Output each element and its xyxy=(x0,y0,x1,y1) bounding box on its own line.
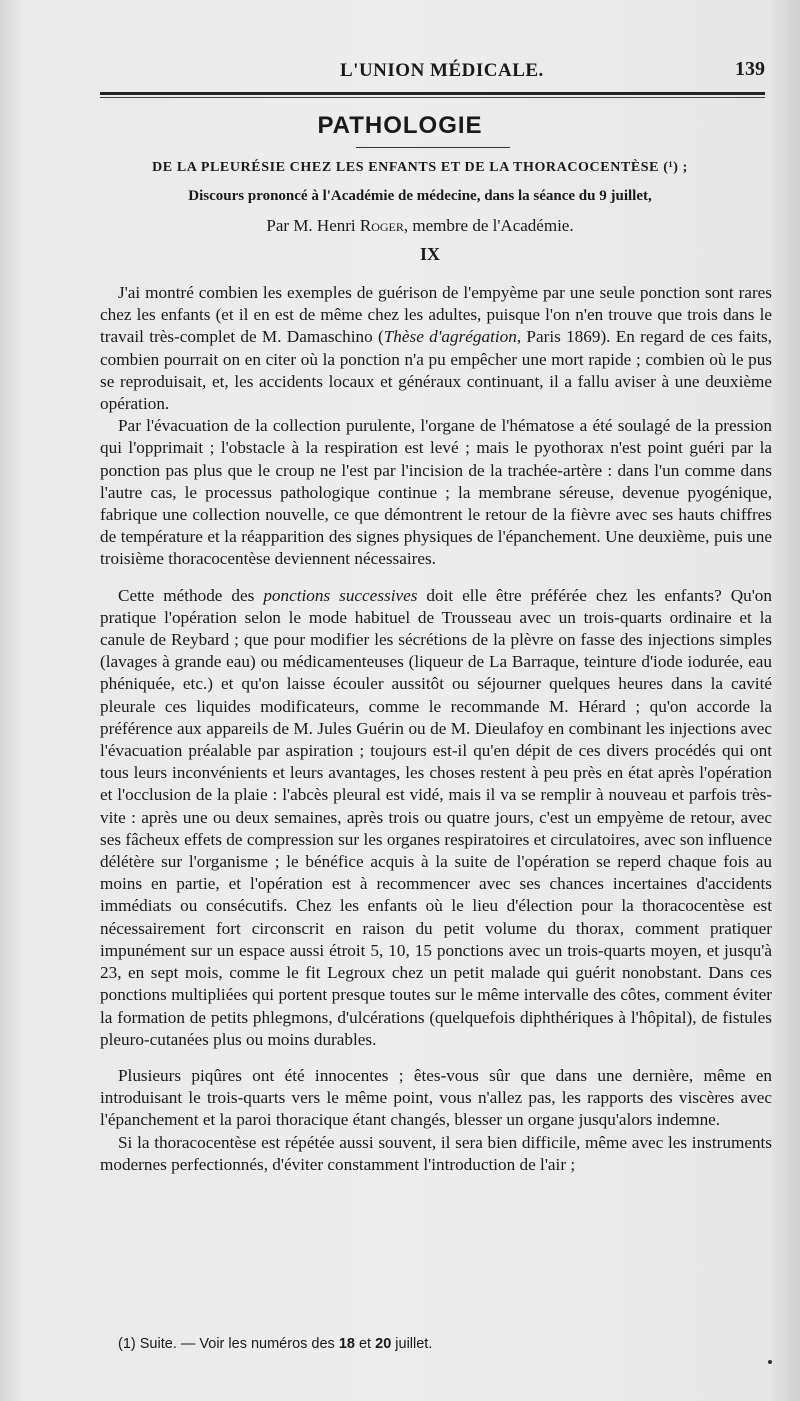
italic-term: ponctions successives xyxy=(263,585,418,605)
article-byline xyxy=(110,216,730,236)
page-number: 139 xyxy=(735,58,765,80)
paragraph-text: J'ai montré combien les exemples de guérison de l'empyème par une seule ponction sont rares chez les enfants (et il en est de même chez les adultes, puisque l'on n'en trouve que trois dans le travail très-complet de M. Damaschino ( xyxy=(100,283,772,347)
paragraph xyxy=(100,585,772,1051)
footnote xyxy=(118,1336,758,1352)
header-rule-thin xyxy=(100,97,765,98)
paragraph xyxy=(100,415,772,570)
paragraph-text: Plusieurs piqûres ont été innocentes ; êtes-vous sûr que dans une dernière, même en introduisant le trois-quarts vers le même point, vous n'allez pas, les rapports des viscères avec l'épanchement et la paroi thoracique étant changés, blesser un organe jusqu'alors indemne. xyxy=(100,1065,772,1130)
article-subtitle: Discours prononcé à l'Académie de médecine, dans la séance du 9 juillet, xyxy=(188,188,652,204)
ink-speck xyxy=(768,1360,772,1364)
header-rule xyxy=(100,92,765,95)
article-body xyxy=(100,282,772,1176)
footnote-text: et xyxy=(354,1336,376,1352)
paragraph-text: Si la thoracocentèse est répétée aussi souvent, il sera bien difficile, même avec les instruments modernes perfectionnés, d'éviter constamment l'introduction de l'air ; xyxy=(100,1132,772,1174)
section-heading: PATHOLOGIE xyxy=(317,112,483,139)
footnote-text: juillet. xyxy=(391,1336,433,1352)
byline-suffix: , membre de l'Académie. xyxy=(403,216,574,235)
running-header xyxy=(100,58,765,86)
footnote-number: 20 xyxy=(375,1336,392,1352)
paragraph xyxy=(100,282,772,415)
author-name: Roger xyxy=(359,216,404,235)
italic-citation: Thèse d'agrégation xyxy=(383,327,517,347)
paragraph xyxy=(100,1065,772,1132)
byline-prefix: Par M. Henri xyxy=(266,216,360,235)
footnote-mark: (1) xyxy=(118,1336,136,1352)
paragraph xyxy=(100,1132,772,1176)
paragraph-text: doit elle être préférée chez les enfants? Qu'on pratique l'opération selon le mode habituel de Trousseau avec un trois-quarts ordinaire et la canule de Reybard ; que pour modifier les sécrétions de la plèvre on fasse des injections simples (lavages à grande eau) ou médicamenteuses (liqueur de La Barraque, teinture d'iode iodurée, eau phéniquée, etc.) et qu'on laisse écouler aussitôt ou séjourner quelques heures dans la cavité pleurale ces liquides modificateurs, comme le recommande M. Hérard ; qu'on accorde la préférence aux appareils de M. Jules Guérin ou de M. Dieulafoy en combinant les injections avec l'évacuation préalable par aspiration ; toujours est-il qu'en dépit de ces divers procédés qui ont tous leurs inconvénients et leurs avantages, les choses restent à peu près en état après l'opération et l'occlusion de la plaie : l'abcès pleural est vidé, mais il va se remplir à nouveau et parfois très-vite : après une ou deux semaines, après trois ou quatre jours, c'est un empyème de retour, avec ses fâcheux effets de compression sur les organes respiratoires et circulatoires, avec son influence délétère sur l'organisme ; le bénéfice acquis à la suite de l'opération se reperd chaque fois au moins en partie, et l'opération est à recommencer avec ses chances incertaines d'accidents immédiats ou consécutifs. Chez les enfants où le lieu d'élection pour la thoracocentèse est nécessairement fort circonscrit en raison du petit volume du thorax, comment pratiquer impunément sur un espace aussi étroit 5, 10, 15 ponctions avec un trois-quarts moyen, et jusqu'à 23, en sept mois, comme le fit Legroux chez un petit malade qui guérit nonobstant. Dans ces ponctions multipliées qui portent presque toutes sur le même intervalle des côtes, comment éviter la formation de petits phlegmons, d'ulcérations (quelquefois diphthériques à l'hôpital), de fistules pleuro-cutanées plus ou moins durables. xyxy=(100,585,772,1049)
paragraph-text: Cette méthode des xyxy=(118,585,264,605)
paragraph-text: Par l'évacuation de la collection purulente, l'organe de l'hématose a été soulagé de la pression qui l'opprimait ; l'obstacle à la respiration est levé ; mais le pyothorax n'est point guéri par la ponction pas plus que le croup ne l'est par l'incision de la trachée-artère : dans l'un comme dans l'autre cas, le processus pathologique continue ; la membrane séreuse, devenue pyogénique, fabrique une collection nouvelle, ce que démontrent le retour de la fièvre avec ses hauts chiffres de température et la réapparition des signes physiques de l'épanchement. Une deuxième, puis une troisième thoracocentèse deviennent nécessaires. xyxy=(100,416,772,569)
footnote-number: 18 xyxy=(338,1336,355,1352)
article-title: DE LA PLEURÉSIE CHEZ LES ENFANTS ET DE LA THORACOCENTÈSE (¹) ; xyxy=(152,160,688,175)
part-number: IX xyxy=(419,244,440,264)
footnote-text: Suite. — Voir les numéros des xyxy=(135,1336,339,1352)
paragraph-text: , Paris 1869). En regard de ces faits, combien pourrait on en citer où la ponction n'a pu empêcher une mort rapide ; combien où le pus se reproduisait, et, les accidents locaux et généraux continuant, il a fallu aviser à une deuxième opération. xyxy=(100,327,772,414)
running-title: L'UNION MÉDICALE. xyxy=(340,60,544,81)
section-rule xyxy=(356,147,510,148)
